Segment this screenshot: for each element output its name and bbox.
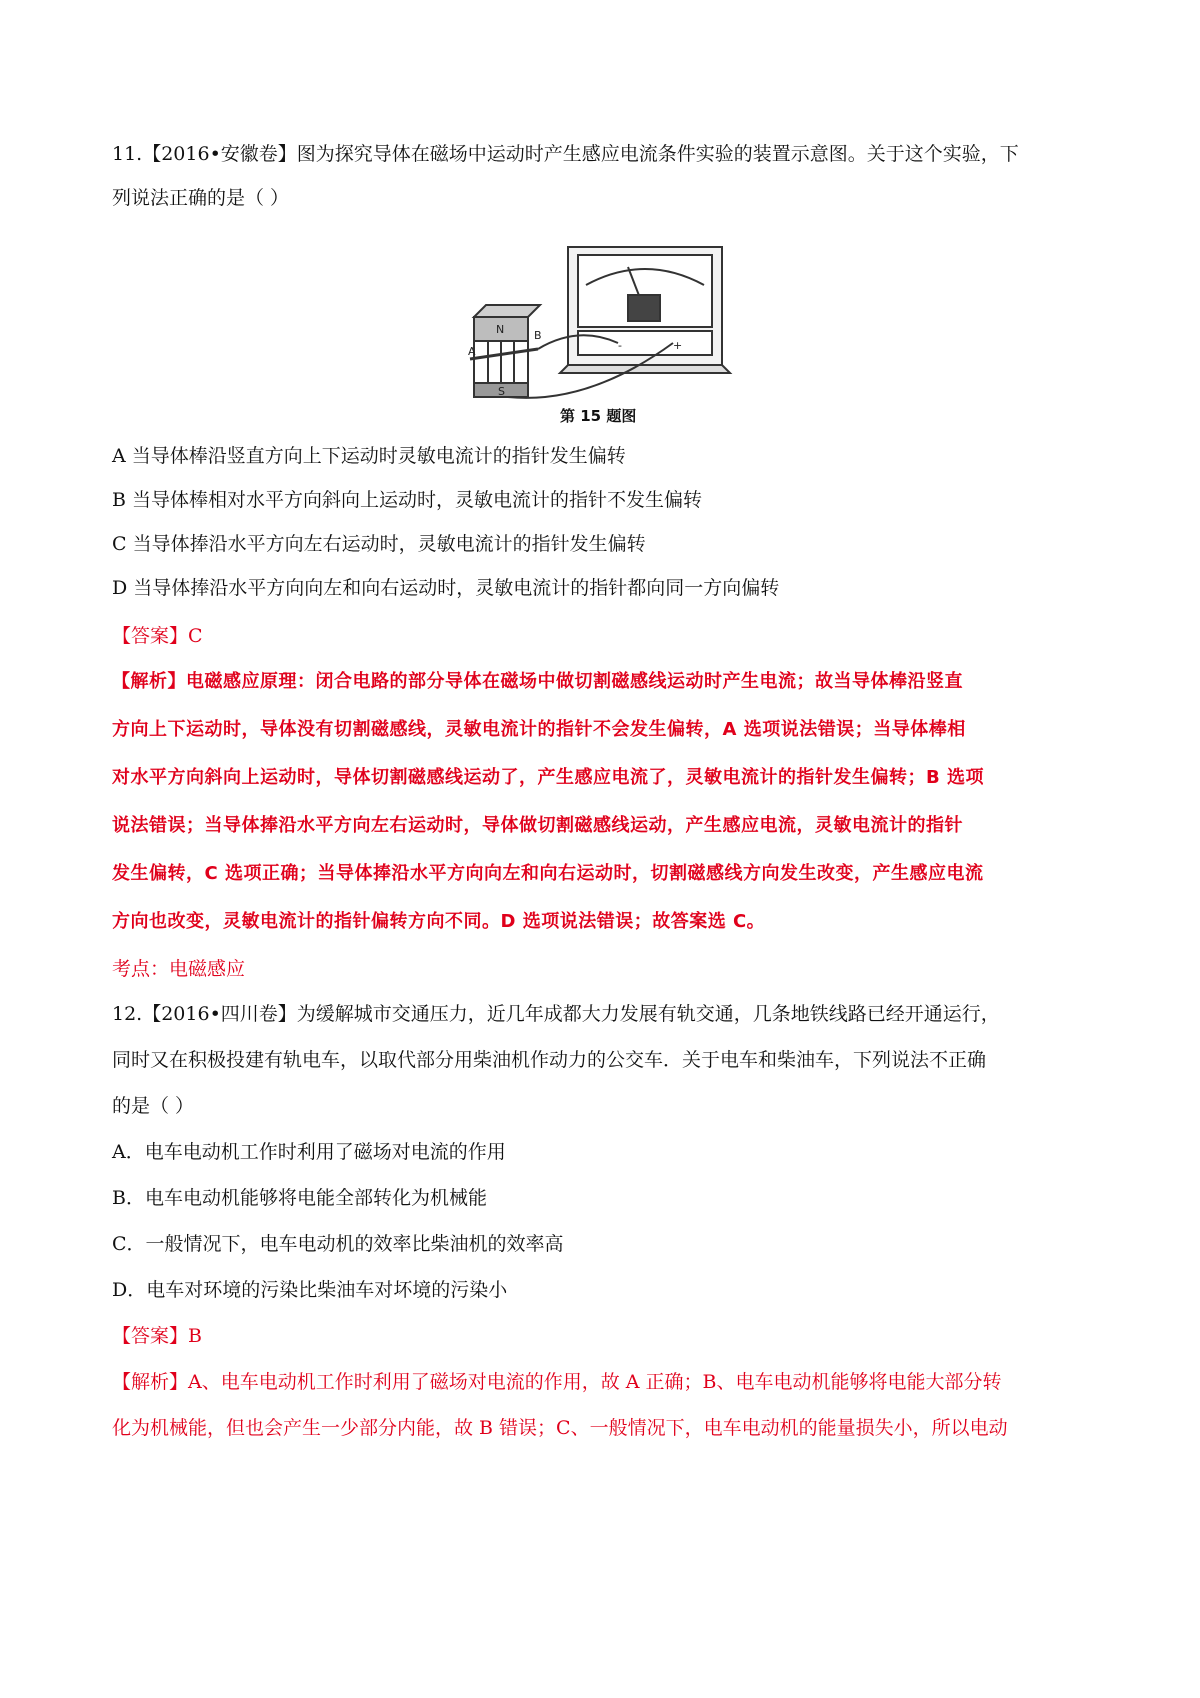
q11-analysis-line1: 【解析】电磁感应原理：闭合电路的部分导体在磁场中做切割磁感线运动时产生电流；故当导体棒沿竖直: [112, 671, 963, 692]
q12-answer: 【答案】B: [112, 1325, 202, 1347]
q12-stem-line3: 的是（ ）: [112, 1095, 195, 1117]
label-n: N: [496, 323, 505, 336]
q11-option-c: C 当导体捧沿水平方向左右运动时，灵敏电流计的指针发生偏转: [112, 533, 646, 555]
q12-analysis-line1: 【解析】A、电车电动机工作时利用了磁场对电流的作用，故 A 正确；B、电车电动机能够将电能大部分转: [112, 1371, 1002, 1393]
label-minus: -: [618, 339, 622, 352]
q11-stem-line2: 列说法正确的是（ ）: [112, 187, 290, 209]
q11-analysis-line6: 方向也改变，灵敏电流计的指针偏转方向不同。D 选项说法错误；故答案选 C。: [112, 911, 766, 932]
q11-kaodian: 考点：电磁感应: [112, 958, 246, 980]
q11-apparatus-figure: [468, 245, 736, 429]
q11-analysis-line2: 方向上下运动时，导体没有切割磁感线，灵敏电流计的指针不会发生偏转，A 选项说法错误；当导体棒相: [112, 719, 966, 740]
label-plus: +: [673, 339, 683, 352]
q11-analysis-line3: 对水平方向斜向上运动时，导体切割磁感线运动了，产生感应电流了，灵敏电流计的指针发生偏转；B 选项: [112, 767, 984, 788]
q12-stem-line2: 同时又在积极投建有轨电车，以取代部分用柴油机作动力的公交车．关于电车和柴油车，下列说法不正确: [112, 1049, 987, 1071]
q11-figure-caption: 第 15 题图: [560, 407, 637, 425]
q11-option-a: A 当导体棒沿竖直方向上下运动时灵敏电流计的指针发生偏转: [112, 445, 626, 467]
q12-analysis-line2: 化为机械能，但也会产生一少部分内能，故 B 错误；C、一般情况下，电车电动机的能量损失小，所以电动: [112, 1417, 1008, 1439]
q12-option-d: D．电车对环境的污染比柴油车对坏境的污染小: [112, 1279, 508, 1301]
q12-stem-line1: 12.【2016•四川卷】为缓解城市交通压力，近几年成都大力发展有轨交通，几条地铁线路已经开通运行，: [112, 1003, 1000, 1025]
q12-option-c: C．一般情况下，电车电动机的效率比柴油机的效率高: [112, 1233, 564, 1255]
q11-answer: 【答案】C: [112, 625, 203, 647]
q11-option-b: B 当导体棒相对水平方向斜向上运动时，灵敏电流计的指针不发生偏转: [112, 489, 703, 511]
q12-option-b: B．电车电动机能够将电能全部转化为机械能: [112, 1187, 487, 1209]
q11-option-d: D 当导体捧沿水平方向向左和向右运动时，灵敏电流计的指针都向同一方向偏转: [112, 577, 780, 599]
q12-option-a: A．电车电动机工作时利用了磁场对电流的作用: [112, 1141, 506, 1163]
label-s: S: [498, 385, 505, 398]
label-a: A: [468, 345, 476, 358]
q11-analysis-line4: 说法错误；当导体捧沿水平方向左右运动时，导体做切割磁感线运动，产生感应电流，灵敏电流计的指针: [112, 815, 963, 836]
q11-analysis-line5: 发生偏转，C 选项正确；当导体捧沿水平方向向左和向右运动时，切割磁感线方向发生改变，产生感应电流: [112, 863, 984, 884]
q11-stem-line1: 11.【2016•安徽卷】图为探究导体在磁场中运动时产生感应电流条件实验的装置示意图。关于这个实验，下: [112, 143, 1019, 165]
label-b: B: [534, 329, 542, 342]
